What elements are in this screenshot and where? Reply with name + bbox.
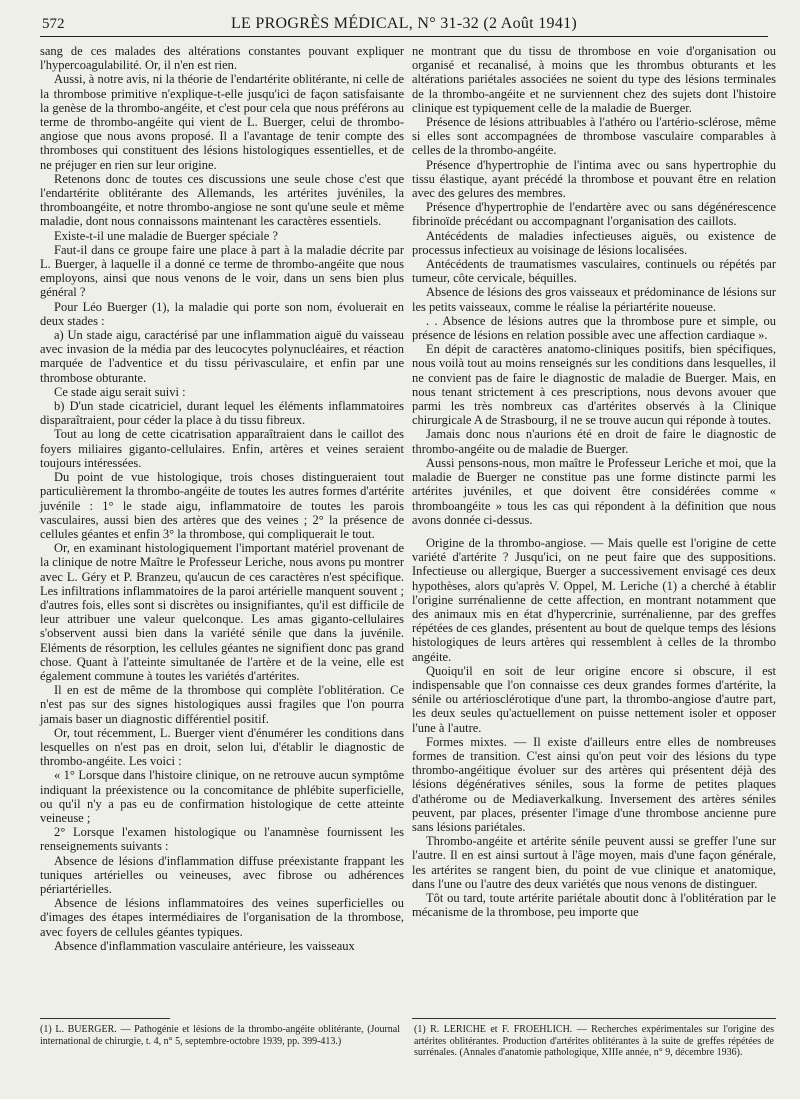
paragraph: Il en est de même de la thrombose qui complète l'oblitération. Ce n'est pas sur des signes histologiques aussi fragiles que l'on pourra jamais baser un diagnostic différentiel positif. [40, 683, 404, 726]
paragraph: sang de ces malades des altérations constantes pouvant expliquer l'hypercoagulabilité. Or, il n'en est rien. [40, 44, 404, 73]
paragraph: Jamais donc nous n'aurions été en droit de faire le diagnostic de thrombo-angéite ou de maladie de Buerger. [412, 427, 776, 456]
paragraph: Aussi, à notre avis, ni la théorie de l'endartérite oblitérante, ni celle de la thrombose primitive n'explique-t-elle jusqu'ici de façon satisfaisante la genèse de la thrombo-angéite, et c'est pour cela que nous préférons au terme de thrombo-angéite qui vient de L. Buerger, celui de thrombo-angiose que nous avons proposé. Il a l'avantage de tenir compte des thromboses qui constituent des lésions histologiques essentielles, et de ne préjuger en rien sur leur origine. [40, 72, 404, 172]
paragraph: ne montrant que du tissu de thrombose en voie d'organisation ou organisé et recanalisé, à moins que les thrombus obturants et les altérations pariétales associées ne soient du type des lésions terminales de la thrombo-angéite et ne surviennent chez des sujets dont l'histoire clinique est typiquement celle de la maladie de Buerger. [412, 44, 776, 115]
footnote-right: (1) R. LERICHE et F. FROEHLICH. — Recherches expérimentales sur l'origine des artérites oblitérantes. Production d'artérites oblitérantes à la suite de greffes répétées de surrénales. (Annales d'anatomie pathologique, XIIIe année, n° 9, décembre 1936). [414, 1024, 774, 1058]
journal-title: LE PROGRÈS MÉDICAL, N° 31-32 (2 Août 1941) [230, 15, 578, 32]
paragraph: Tôt ou tard, toute artérite pariétale aboutit donc à l'oblitération par le mécanisme de la thrombose, peu importe que [412, 890, 776, 920]
running-header [40, 14, 768, 37]
page-number: 572 [42, 16, 65, 32]
paragraph: Présence d'hypertrophie de l'endartère avec ou sans dégénérescence fibrinoïde précédant ou accompagnant l'organisation des caillots. [412, 200, 776, 229]
right-column [412, 44, 776, 919]
paragraph: 2° Lorsque l'examen histologique ou l'anamnèse fournissent les renseignements suivants : [40, 825, 404, 854]
paragraph: Or, en examinant histologiquement l'important matériel provenant de la clinique de notre Maître le Professeur Leriche, nous avons pu montrer avec L. Géry et P. Branzeu, qu'aucun de ces caractères n'est spécifique. Les infiltrations inflammatoires de la paroi artérielle manquent souvent ; d'autres fois, elles sont si discrètes ou insignifiantes, qu'il est difficile de leur attribuer une valeur quelconque. Les amas giganto-cellulaires s'observent aussi bien dans la variété sénile que dans la juvénile. Eléments de résorption, les cellules géantes ne signifient donc pas grand chose. Quant à l'atteinte simultanée de l'artère et de la veine, elle est également commune à toutes les variétés d'artérites. [40, 541, 404, 683]
paragraph: Formes mixtes. — Il existe d'ailleurs entre elles de nombreuses formes de transition. C'est ainsi qu'on peut voir des lésions du type thrombo-angéitique évoluer sur des artères qui présentent déjà des lésions dégénératives séniles, sous la forme de petites plaques d'athérome ou de Mediaverkalkung. Inversement des artères séniles peuvent, par places, présenter l'image d'une thrombose ancienne pure sans lésions pariétales. [412, 734, 776, 834]
paragraph: Quoiqu'il en soit de leur origine encore si obscure, il est indispensable que l'on connaisse ces deux grandes formes d'artérite, la sénile ou artériosclérotique d'une part, la thrombo-angiose d'autre part, les deux seules qu'actuellement on puisse nettement isoler et opposer l'une à l'autre. [412, 663, 776, 735]
paragraph: b) D'un stade cicatriciel, durant lequel les éléments inflammatoires disparaîtraient, pour céder la place à du tissu fibreux. [40, 399, 404, 428]
paragraph: a) Un stade aigu, caractérisé par une inflammation aiguë du vaisseau avec invasion de la média par des leucocytes polynucléaires, et réaction marquée de l'adventice et du tissu périvasculaire, et enfin par une thrombose obturante. [40, 328, 404, 385]
paragraph: Présence d'hypertrophie de l'intima avec ou sans hypertrophie du tissu élastique, ayant précédé la thrombose et pouvant être en relation avec des gelures des membres. [412, 157, 776, 201]
paragraph: Thrombo-angéite et artérite sénile peuvent aussi se greffer l'une sur l'autre. Il en est ainsi surtout à l'âge moyen, mais d'une façon générale, les artérites se rangent bien, du point de vue clinique et anatomique, dans l'une ou l'autre des deux variétés que nous venons de distinguer. [412, 834, 776, 891]
paragraph: Retenons donc de toutes ces discussions une seule chose c'est que l'endartérite oblitérante des Allemands, les artérites juvéniles, la thromboangéite, et notre thrombo-angiose ne sont qu'une seule et même maladie, dont nous connaissons maintenant les caractères essentiels. [40, 171, 404, 229]
paragraph: Existe-t-il une maladie de Buerger spéciale ? [54, 228, 278, 243]
paragraph: Tout au long de cette cicatrisation apparaîtraient dans le caillot des foyers miliaires giganto-cellulaires. Enfin, artères et veines seraient toujours intéressées. [40, 427, 404, 470]
paragraph: Or, tout récemment, L. Buerger vient d'énumérer les conditions dans lesquelles on n'est pas en droit, selon lui, d'établir le diagnostic de thrombo-angéite. Les voici : [40, 725, 404, 769]
paragraph: Aussi pensons-nous, mon maître le Professeur Leriche et moi, que la maladie de Buerger ne constitue pas une forme distincte parmi les artérites juvéniles, et que doivent être considérées comme « thromboangéite » tous les cas qui répondent à la définition que nous avons donnée ci-dessus. [412, 455, 776, 527]
left-column [40, 44, 404, 953]
paragraph: En dépit de caractères anatomo-cliniques positifs, bien spécifiques, nous voilà tout au moins renseignés sur les conditions dans lesquelles, il ne convient pas de faire le diagnostic de maladie de Buerger. Mais, en nous tenant strictement à ces prescriptions, nous devons avouer que parmi les très nombreux cas d'artérites observés à la Clinique chirurgicale A de Strasbourg, il ne se trouve aucun qui réponde à toutes. [412, 342, 776, 428]
footnote-left: (1) L. BUERGER. — Pathogénie et lésions de la thrombo-angéite oblitérante, (Journal international de chirurgie, t. 4, n° 5, septembre-octobre 1939, pp. 399-413.) [40, 1024, 400, 1047]
paragraph: « 1° Lorsque dans l'histoire clinique, on ne retrouve aucun symptôme indiquant la préexistence ou la concomitance de phlébite superficielle, ou qu'il n'y a pas eu de confirmation histologique de cette atteinte veineuse ; [40, 768, 404, 825]
paragraph: Ce stade aigu serait suivi : [54, 384, 186, 399]
paragraph: Antécédents de maladies infectieuses aiguës, ou existence de processus infectieux au voisinage de lésions localisées. [412, 228, 776, 257]
paragraph: Absence de lésions inflammatoires des veines superficielles ou d'images des étapes intermédiaires de l'organisation de la thrombose, avec foyers de cellules géantes typiques. [40, 896, 404, 939]
paragraph: Origine de la thrombo-angiose. — Mais quelle est l'origine de cette variété d'artérite ? Jusqu'ici, on ne peut faire que des suppositions. Infectieuse ou allergique, Buerger a successivement envisagé ces deux hypothèses, alors qu'après V. Oppel, M. Leriche (1) a cherché à établir l'origine surrénalienne de cette affection, en montrant notamment que des animaux mis en état d'hypercrinie, surrénalienne, par des greffes répétées de ces glandes, présentent au bout de quelque temps des lésions histologiques de leurs artères qui ressemblent à celles de la thrombo angéite. [412, 535, 776, 664]
footnote-rule-right [412, 1018, 776, 1019]
paragraph: Absence de lésions d'inflammation diffuse préexistante frappant les tuniques artérielles ou veineuses, avec fibrose ou adhérences périartérielles. [40, 853, 404, 896]
paragraph: Antécédents de traumatismes vasculaires, continuels ou répétés par tumeur, côte cervicale, béquilles. [412, 257, 776, 286]
paragraph: Faut-il dans ce groupe faire une place à part à la maladie décrite par L. Buerger, à laquelle il a donné ce terme de thrombo-angéite que nous employons, ainsi que nous venons de le voir, dans un sens bien plus général ? [40, 242, 404, 300]
paragraph: Absence de lésions des gros vaisseaux et prédominance de lésions sur les petits vaisseaux, comme le réalise la périartérite noueuse. [412, 285, 776, 314]
paragraph: Présence de lésions attribuables à l'athéro ou l'artério-sclérose, même si elles sont accompagnées de thrombose vasculaire comparables à celles de la thrombo-angéite. [412, 115, 776, 158]
paragraph: Absence d'inflammation vasculaire antérieure, les vaisseaux [54, 938, 355, 953]
paragraph: Pour Léo Buerger (1), la maladie qui porte son nom, évoluerait en deux stades : [40, 299, 404, 328]
footnote-rule-left [40, 1018, 170, 1019]
paragraph: . . Absence de lésions autres que la thrombose pure et simple, ou présence de lésions en relation possible avec une affection cardiaque ». [412, 313, 776, 343]
paragraph: Du point de vue histologique, trois choses distingueraient tout particulièrement la thrombo-angéite de toutes les autres formes d'artérite juvénile : 1° le stade aigu, inflammatoire de toutes les parois vasculaires, aussi bien des artères que des veines ; 2° la présence de cellules géantes et enfin 3° la thrombose, qui compliquerait le tout. [40, 470, 404, 541]
